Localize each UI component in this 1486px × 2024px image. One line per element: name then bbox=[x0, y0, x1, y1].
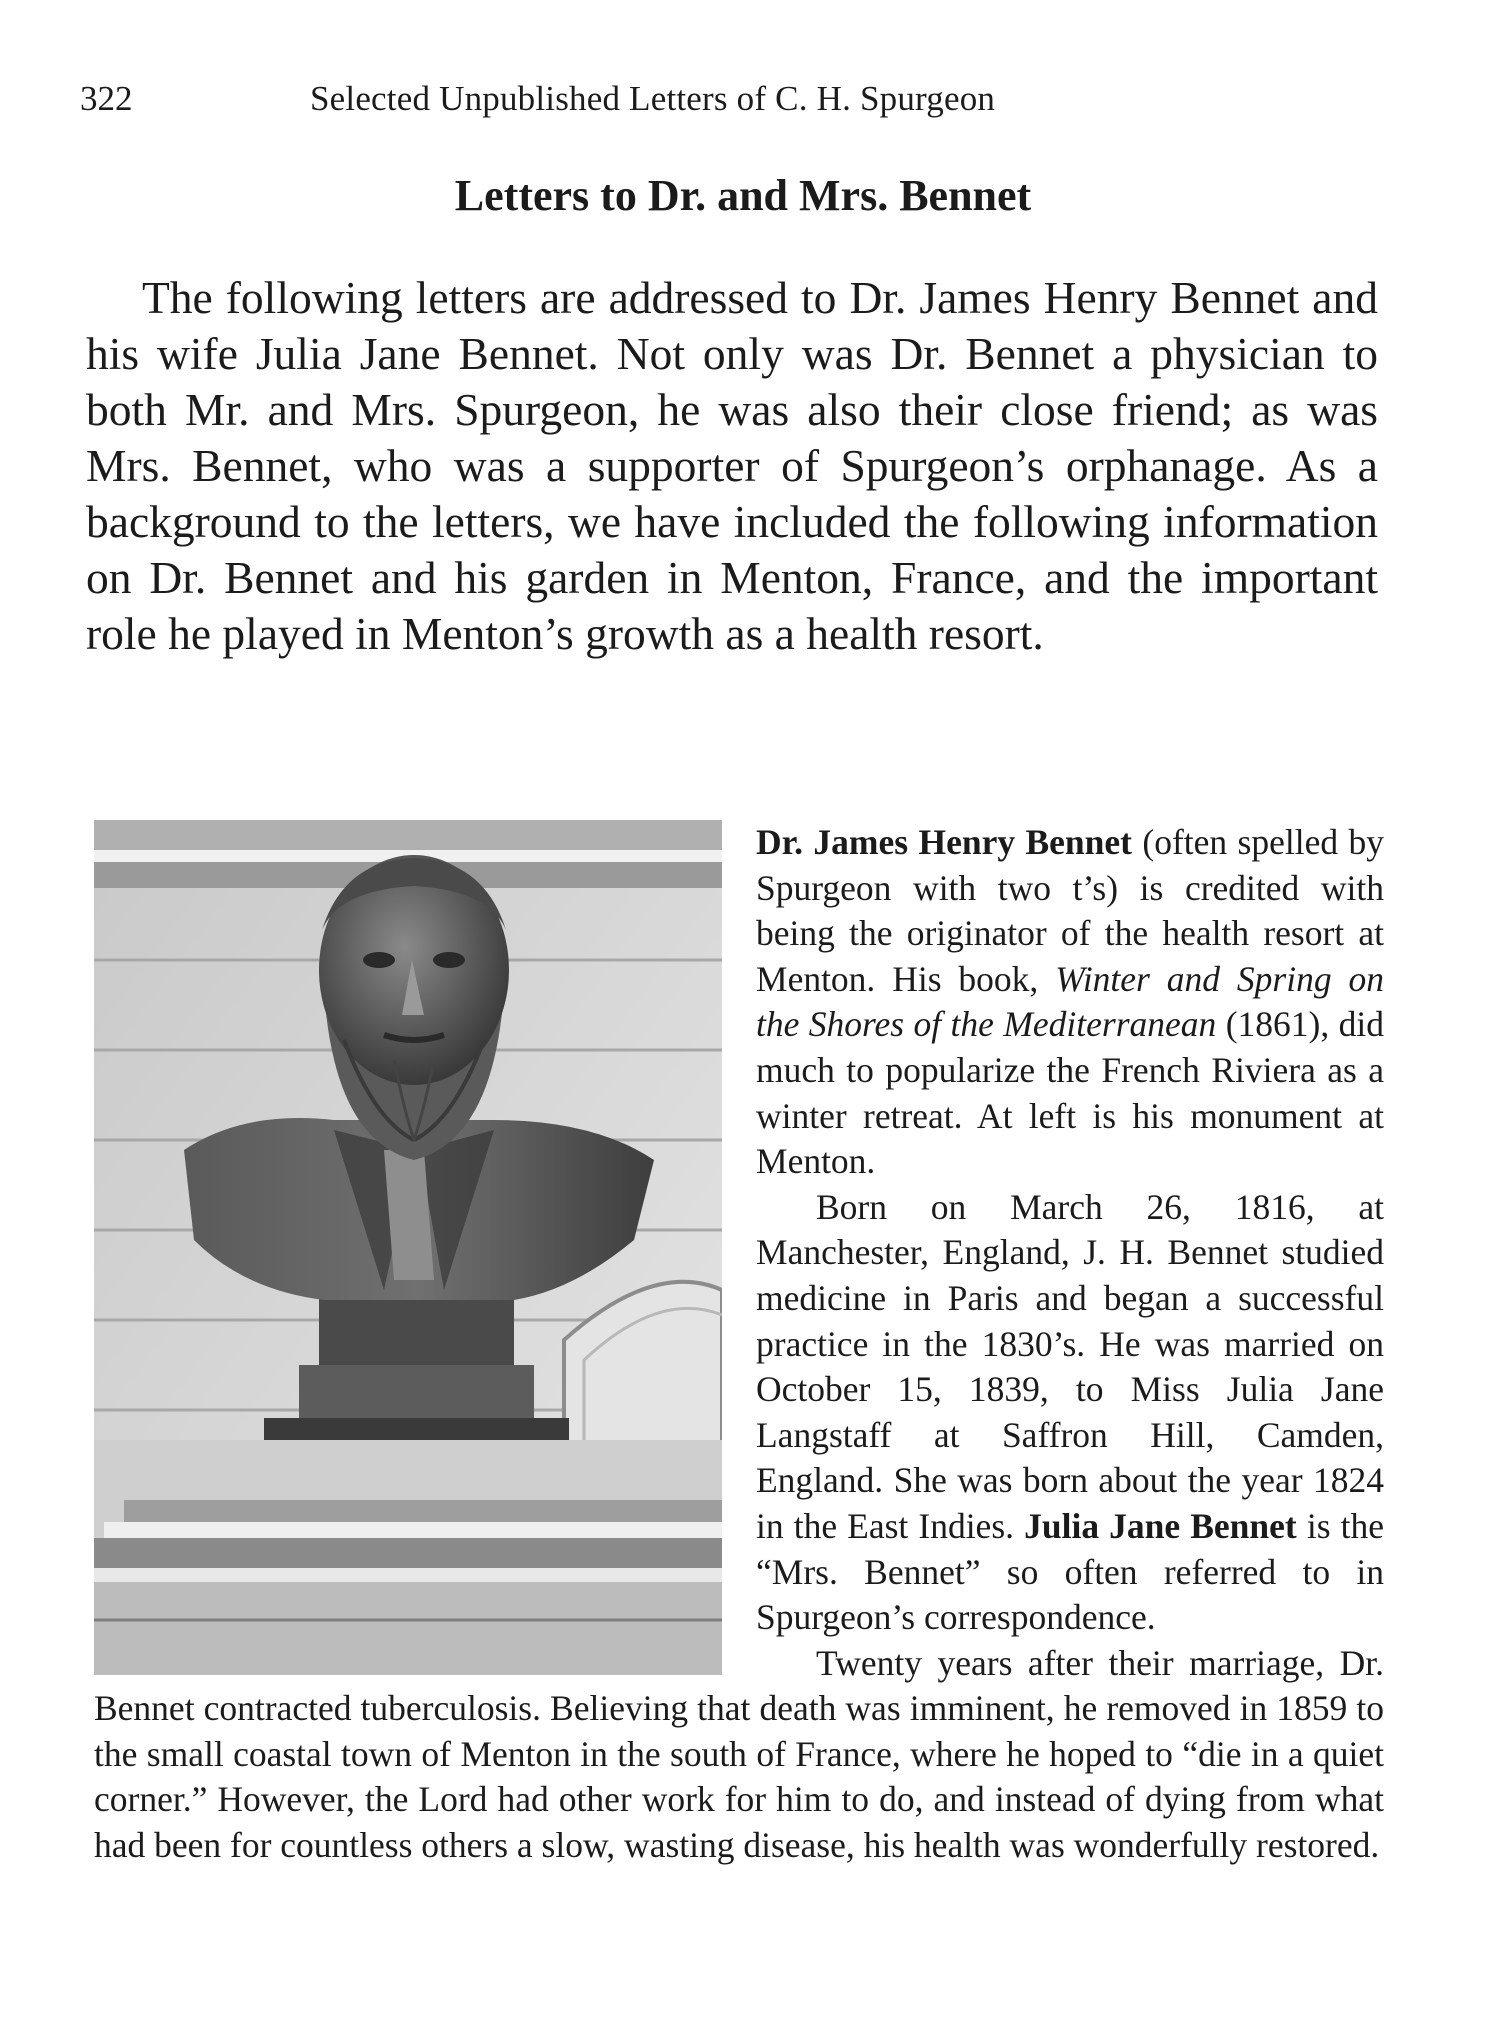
body-text bbox=[94, 820, 1384, 1869]
bust-photo bbox=[94, 820, 722, 1675]
bust-statue-photo-icon bbox=[94, 820, 722, 1675]
para1-text-a: (often spelled by Spurgeon with two t’s) is credited with being the originator of the health resort at Menton. His book, bbox=[756, 822, 1384, 999]
para2-text-b: is the “Mrs. Bennet” so often referred to in Spurgeon’s correspondence. bbox=[756, 1505, 1384, 1638]
paragraph-tuberculosis: Twenty years after their marriage, Dr. Bennet contracted tuberculosis. Believing that death was imminent, he removed in 1859 to the small coastal town of Menton in the south of France, where he hoped to “die in a quiet corner.” However, the Lord had other work for him to do, and instead of dying from what had been for countless others a slow, wasting disease, his health was wonderfully restored. bbox=[94, 1642, 1384, 1866]
page-header bbox=[80, 74, 1406, 124]
para2-text-a: Born on March 26, 1816, at Manchester, England, J. H. Bennet studied medicine in Paris and began a successful practice in the 1830’s. He was married on October 15, 1839, to Miss Julia Jane Langstaff at Saffron Hill, Camden, England. She was born about the year 1824 in the East Indies. bbox=[756, 1186, 1384, 1546]
intro-paragraph: The following letters are addressed to Dr. James Henry Bennet and his wife Julia Jane Bennet. Not only was Dr. Bennet a physician to both Mr. and Mrs. Spurgeon, he was also their close friend; as was Mrs. Bennet, who was a supporter of Spurgeon’s orphanage. As a background to the letters, we have included the following information on Dr. Bennet and his garden in Menton, France, and the important role he played in Menton’s growth as a health resort. bbox=[86, 272, 1378, 659]
book-title: Winter and Spring on the Shores of the Mediterranean bbox=[756, 958, 1384, 1045]
page-number: 322 bbox=[80, 79, 133, 118]
section-title: Letters to Dr. and Mrs. Bennet bbox=[454, 171, 1032, 220]
name-james-henry-bennet: Dr. James Henry Bennet bbox=[756, 822, 1132, 862]
name-julia-jane-bennet: Julia Jane Bennet bbox=[1024, 1505, 1297, 1546]
para1-text-b: (1861), did much to popularize the French Riviera as a winter retreat. At left is his monument at Menton. bbox=[756, 1004, 1384, 1182]
running-title: Selected Unpublished Letters of C. H. Spurgeon bbox=[310, 79, 996, 118]
